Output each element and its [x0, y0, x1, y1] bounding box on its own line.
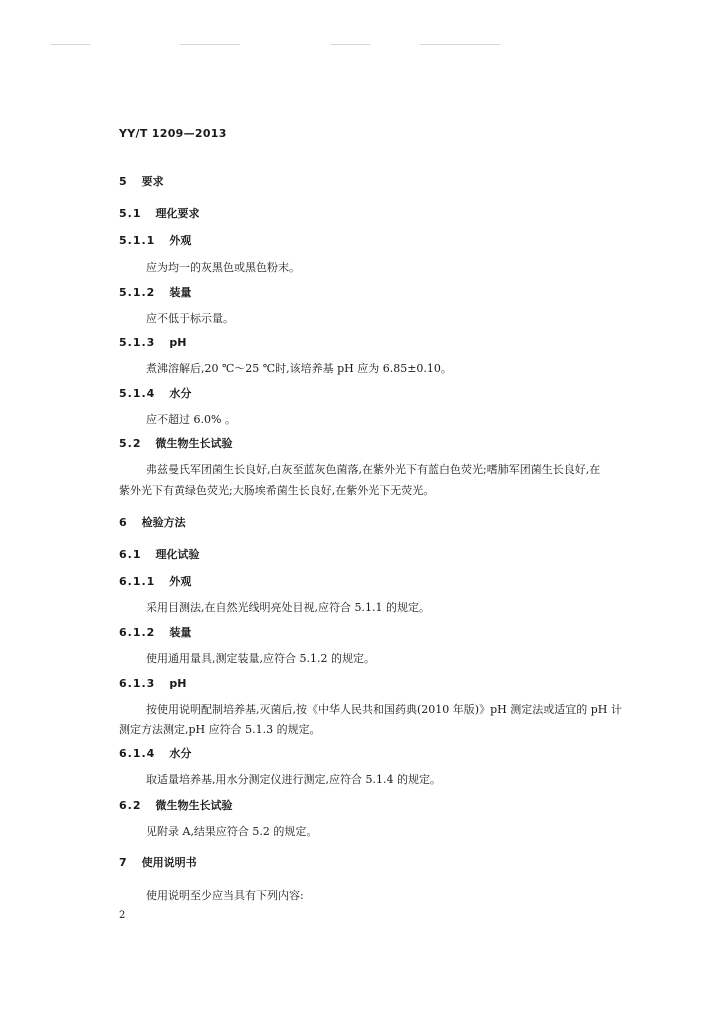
heading-5-1	[119, 207, 200, 221]
paragraph-7: 使用说明至少应当具有下列内容:	[146, 889, 304, 902]
heading-number: 5.1.1	[119, 234, 156, 247]
heading-5-1-3	[119, 336, 186, 350]
heading-number: 5.2	[119, 437, 142, 450]
heading-number: 6	[119, 516, 128, 529]
heading-6-1-3	[119, 677, 186, 691]
heading-title: 微生物生长试验	[155, 799, 233, 812]
paragraph-6-2: 见附录 A,结果应符合 5.2 的规定。	[146, 825, 318, 838]
heading-title: 装量	[169, 626, 192, 639]
heading-title: 使用说明书	[141, 856, 197, 869]
heading-6-1-1	[119, 575, 191, 589]
heading-title: 水分	[169, 387, 192, 400]
heading-title: 水分	[169, 747, 192, 760]
heading-title: 检验方法	[141, 516, 186, 529]
scan-artifact	[330, 44, 370, 45]
paragraph-6-1-1: 采用目测法,在自然光线明亮处目视,应符合 5.1.1 的规定。	[146, 601, 430, 614]
paragraph-5-1-1: 应为均一的灰黑色或黑色粉末。	[146, 261, 300, 274]
heading-number: 6.1.4	[119, 747, 156, 760]
heading-6-1-4	[119, 747, 191, 761]
heading-5-1-2	[119, 286, 191, 300]
paragraph-5-2-line-2: 紫外光下有黄绿色荧光;大肠埃希菌生长良好,在紫外光下无荧光。	[119, 484, 435, 497]
paragraph-5-1-4: 应不超过 6.0% 。	[146, 413, 236, 426]
standard-code: YY/T 1209—2013	[119, 127, 227, 140]
heading-number: 6.2	[119, 799, 142, 812]
heading-number: 5.1	[119, 207, 142, 220]
heading-number: 6.1	[119, 548, 142, 561]
heading-title: 理化要求	[155, 207, 200, 220]
heading-number: 5.1.4	[119, 387, 156, 400]
heading-6-1-2	[119, 626, 191, 640]
heading-5-1-4	[119, 387, 191, 401]
heading-6	[119, 516, 186, 530]
heading-title: 要求	[141, 175, 164, 188]
heading-number: 5.1.3	[119, 336, 156, 349]
scan-artifact	[420, 44, 500, 45]
heading-title: pH	[169, 336, 187, 349]
heading-5	[119, 175, 164, 189]
paragraph-6-1-4: 取适量培养基,用水分测定仪进行测定,应符合 5.1.4 的规定。	[146, 773, 441, 786]
heading-number: 5	[119, 175, 128, 188]
heading-number: 6.1.2	[119, 626, 156, 639]
heading-5-2	[119, 437, 233, 451]
heading-6-1	[119, 548, 200, 562]
heading-number: 6.1.1	[119, 575, 156, 588]
heading-number: 5.1.2	[119, 286, 156, 299]
paragraph-6-1-3-line-1: 按使用说明配制培养基,灭菌后,按《中华人民共和国药典(2010 年版)》pH 测定法或适宜的 pH 计	[146, 703, 622, 716]
heading-title: 外观	[169, 234, 192, 247]
heading-title: 外观	[169, 575, 192, 588]
heading-number: 6.1.3	[119, 677, 156, 690]
heading-6-2	[119, 799, 233, 813]
paragraph-6-1-2: 使用通用量具,测定装量,应符合 5.1.2 的规定。	[146, 652, 375, 665]
heading-number: 7	[119, 856, 128, 869]
page-number: 2	[119, 910, 126, 921]
heading-7	[119, 856, 197, 870]
heading-title: 理化试验	[155, 548, 200, 561]
heading-5-1-1	[119, 234, 191, 248]
paragraph-5-1-2: 应不低于标示量。	[146, 312, 234, 325]
heading-title: 微生物生长试验	[155, 437, 233, 450]
heading-title: pH	[169, 677, 187, 690]
paragraph-5-2-line-1: 弗兹曼氏军团菌生长良好,白灰至蓝灰色菌落,在紫外光下有蓝白色荧光;嗜肺军团菌生长良好,在	[146, 463, 601, 476]
paragraph-5-1-3: 煮沸溶解后,20 ℃～25 ℃时,该培养基 pH 应为 6.85±0.10。	[146, 362, 452, 375]
scan-artifact	[50, 44, 90, 45]
scan-artifact	[180, 44, 240, 45]
heading-title: 装量	[169, 286, 192, 299]
paragraph-6-1-3-line-2: 测定方法测定,pH 应符合 5.1.3 的规定。	[119, 723, 321, 736]
